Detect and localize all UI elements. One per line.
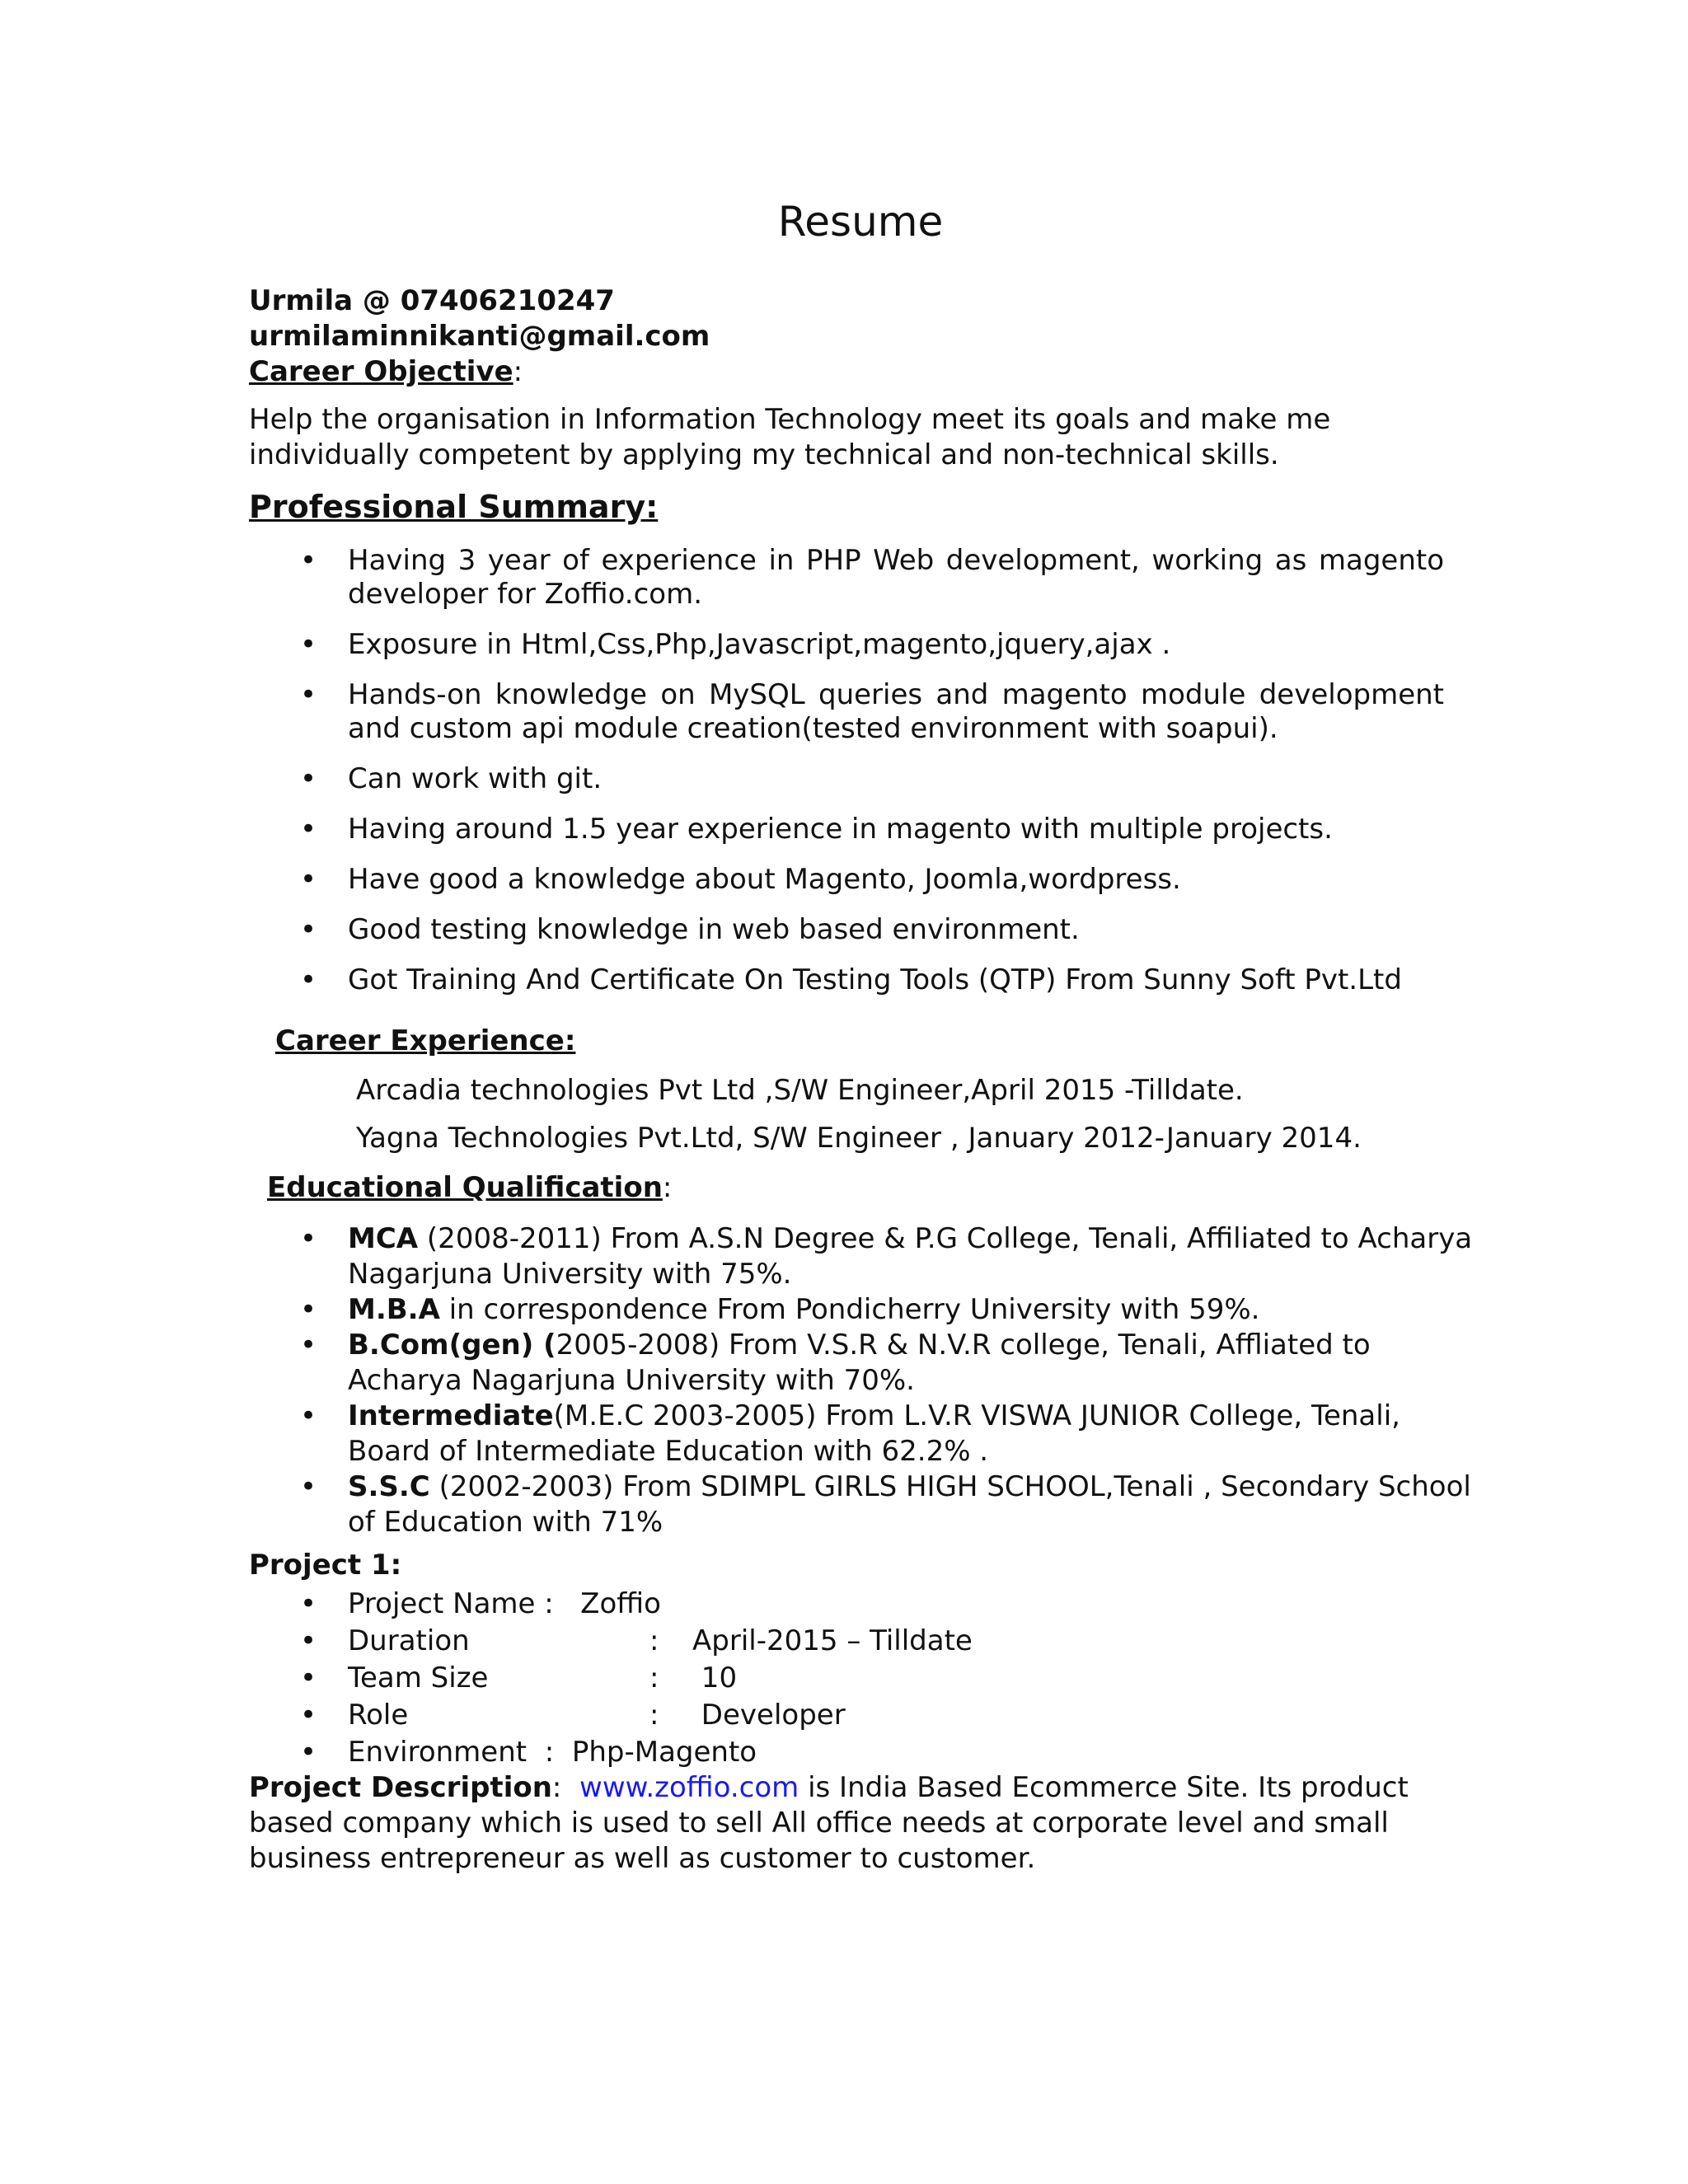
list-item: • Can work with git. — [300, 762, 603, 795]
bullet-icon: • — [300, 863, 317, 896]
list-item: • Got Training And Certificate On Testing Tools (QTP) From Sunny Soft Pvt.Ltd — [300, 963, 1402, 996]
project-fields-list — [249, 1586, 1073, 1771]
project-website-link[interactable]: www.zoffio.com — [579, 1771, 799, 1804]
list-item: • Hands-on knowledge on MySQL queries and magento module development and custom api module creation(tested environment with soapui). — [300, 678, 1444, 745]
list-item: • Have good a knowledge about Magento, Joomla,wordpress. — [300, 863, 1181, 896]
bullet-icon: • — [300, 1293, 317, 1326]
list-item: • M.B.A in correspondence From Pondicherry University with 59%. — [300, 1293, 1260, 1326]
list-item: • Environment : Php-Magento — [249, 1734, 1073, 1771]
list-item: • Exposure in Html,Css,Php,Javascript,magento,jquery,ajax . — [300, 628, 1171, 661]
list-item: • Project Name : Zoffio — [249, 1586, 1073, 1623]
project-description: Project Description: www.zoffio.com is India Based Ecommerce Site. Its product based company which is used to sell All office needs at corporate level and small business entrepreneur as well as customer to customer. — [249, 1771, 1409, 1875]
list-item: • Role : Developer — [249, 1697, 1073, 1734]
list-item: • Having 3 year of experience in PHP Web development, working as magento developer for Zoffio.com. — [300, 544, 1444, 611]
bullet-icon: • — [300, 544, 317, 577]
list-item: • Team Size : 10 — [249, 1660, 1073, 1697]
career-experience-entry: Yagna Technologies Pvt.Ltd, S/W Engineer , January 2012-January 2014. — [356, 1122, 1362, 1155]
bullet-icon: • — [300, 1736, 317, 1769]
contact-email: urmilaminnikanti@gmail.com — [249, 320, 710, 353]
bullet-icon: • — [300, 1624, 317, 1657]
bullet-icon: • — [300, 913, 317, 946]
education-colon: : — [662, 1171, 673, 1204]
career-objective-colon: : — [513, 355, 523, 388]
project-description-label: Project Description — [249, 1771, 552, 1804]
list-item: • Duration : April-2015 – Tilldate — [249, 1623, 1073, 1660]
bullet-icon: • — [300, 678, 317, 711]
career-objective-heading-row — [249, 354, 523, 390]
list-item: • Having around 1.5 year experience in magento with multiple projects. — [300, 813, 1333, 846]
bullet-icon: • — [300, 1661, 317, 1694]
bullet-icon: • — [300, 1470, 317, 1503]
bullet-icon: • — [300, 762, 317, 795]
bullet-icon: • — [300, 1329, 317, 1361]
career-objective-line-2: individually competent by applying my technical and non-technical skills. — [249, 438, 1279, 471]
professional-summary-list — [249, 544, 1444, 1014]
bullet-icon: • — [300, 1699, 317, 1732]
bullet-icon: • — [300, 1587, 317, 1620]
bullet-icon: • — [300, 628, 317, 661]
list-item: • MCA (2008-2011) From A.S.N Degree & P.G College, Tenali, Affiliated to Acharya Nagarjuna University with 75%. — [300, 1222, 1473, 1291]
career-objective-line-1: Help the organisation in Information Technology meet its goals and make me — [249, 403, 1331, 436]
bullet-icon: • — [300, 1222, 317, 1255]
education-list — [249, 1221, 1485, 1540]
career-experience-entry: Arcadia technologies Pvt Ltd ,S/W Engineer,April 2015 -Tilldate. — [356, 1074, 1244, 1107]
career-objective-heading: Career Objective — [249, 355, 513, 388]
bullet-icon: • — [300, 1399, 317, 1432]
page-title: Resume — [777, 198, 944, 246]
project-description-text: is India Based Ecommerce Site. Its product based company which is used to sell All office needs at corporate level and small business entrepreneur as well as customer to customer. — [249, 1771, 1409, 1875]
list-item: • S.S.C (2002-2003) From SDIMPL GIRLS HIGH SCHOOL,Tenali , Secondary School of Education with 71% — [300, 1470, 1471, 1539]
professional-summary-heading: Professional Summary: — [249, 489, 659, 525]
career-experience-heading: Career Experience: — [275, 1024, 576, 1057]
bullet-icon: • — [300, 963, 317, 996]
list-item: • Intermediate(M.E.C 2003-2005) From L.V.R VISWA JUNIOR College, Tenali, Board of Intermediate Education with 62.2% . — [300, 1399, 1400, 1468]
list-item: • Good testing knowledge in web based environment. — [300, 913, 1080, 946]
education-heading: Educational Qualification — [267, 1171, 663, 1204]
bullet-icon: • — [300, 813, 317, 846]
project-heading: Project 1: — [249, 1549, 402, 1582]
contact-name-phone: Urmila @ 07406210247 — [249, 284, 615, 317]
list-item: • B.Com(gen) (2005-2008) From V.S.R & N.V.R college, Tenali, Affliated to Acharya Nagarjuna University with 70%. — [300, 1329, 1371, 1397]
education-heading-row — [267, 1170, 672, 1206]
